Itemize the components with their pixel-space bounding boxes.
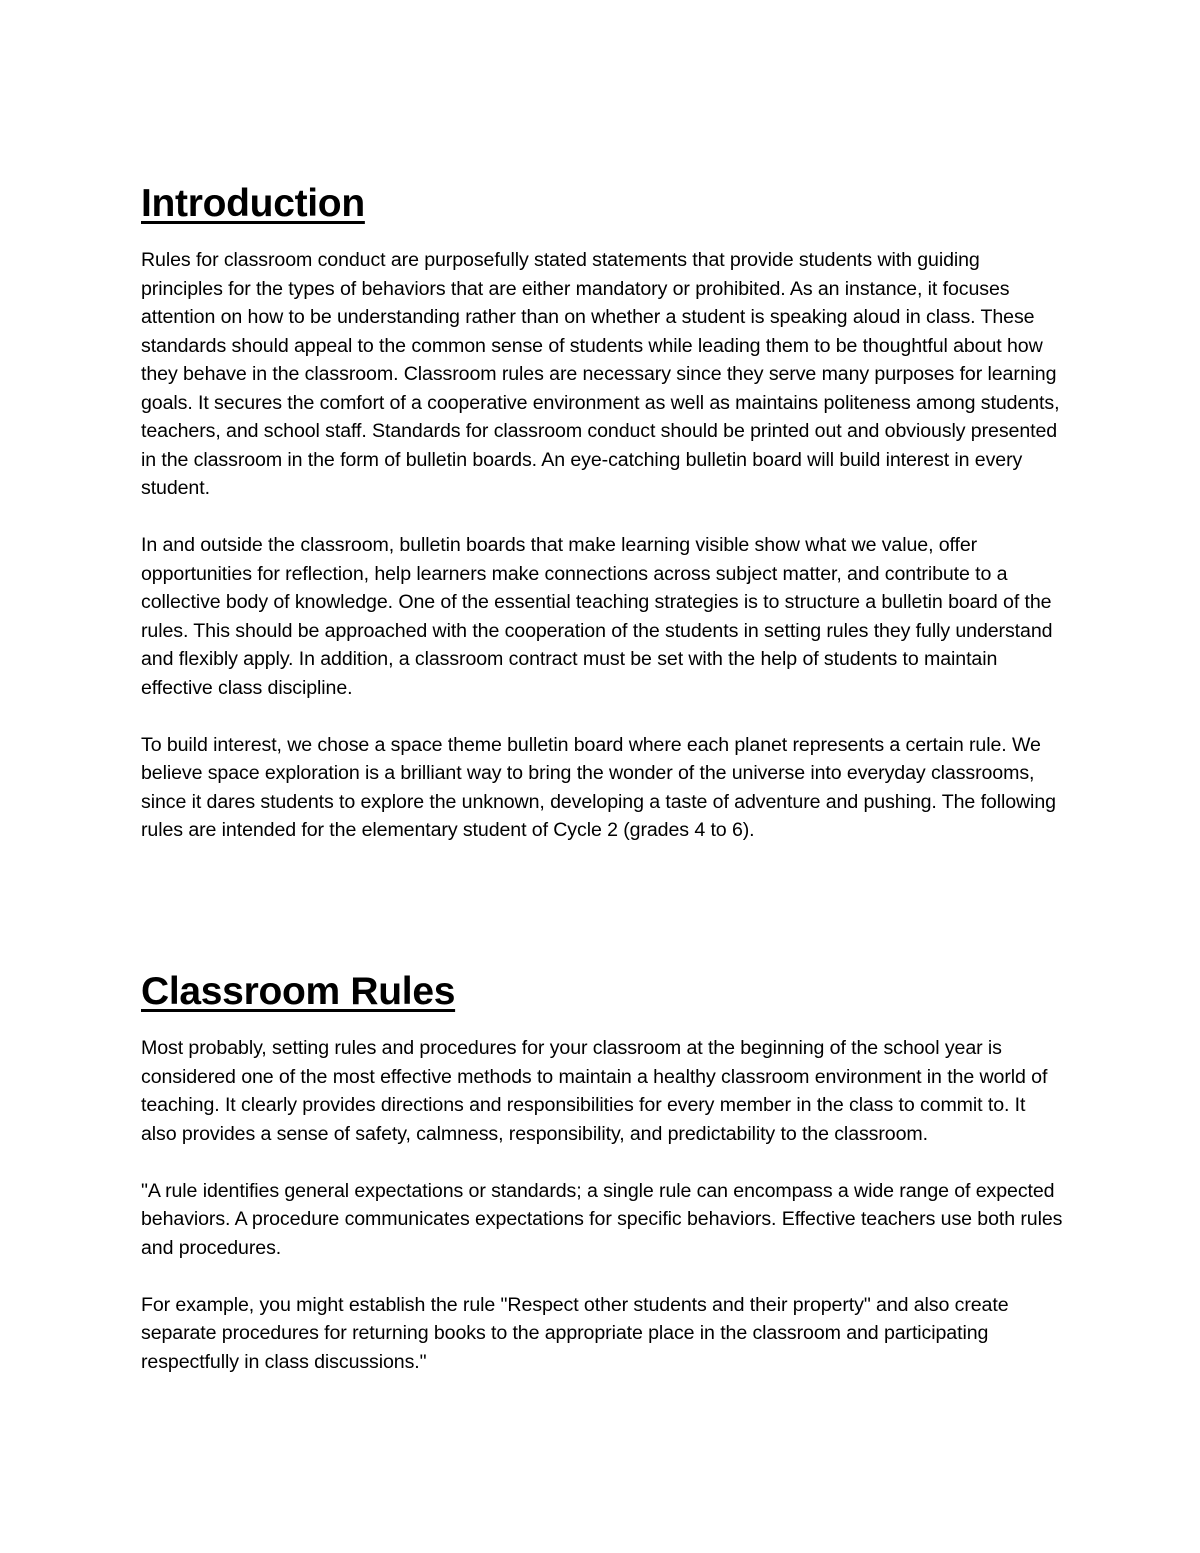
classroom-rules-example-paragraph: For example, you might establish the rule "Respect other students and their property" and also create separate procedures for returning books to the appropriate place in the classroom and participating respectfully in class discussions."	[141, 1293, 1009, 1373]
classroom-rules-paragraph: Most probably, setting rules and procedures for your classroom at the beginning of the school year is considered one of the most effective methods to maintain a healthy classroom environment in the world of teaching. It clearly provides directions and responsibilities for every member in the class to commit to. It also provides a sense of safety, calmness, responsibility, and predictability to the classroom.	[141, 1037, 1048, 1145]
introduction-paragraph: Rules for classroom conduct are purposefully stated statements that provide students with guiding principles for the types of behaviors that are either mandatory or prohibited. As an instance, it focuses attention on how to be understanding rather than on whether a student is speaking aloud in class. These standards should appeal to the common sense of students while leading them to be thoughtful about how they behave in the classroom. Classroom rules are necessary since they serve many purposes for learning goals. It secures the comfort of a cooperative environment as well as maintains politeness among students, teachers, and school staff. Standards for classroom conduct should be printed out and obviously presented in the classroom in the form of bulletin boards. An eye-catching bulletin board will build interest in every student.	[141, 249, 1060, 499]
classroom-rules-section	[141, 966, 1066, 1405]
introduction-paragraph: In and outside the classroom, bulletin boards that make learning visible show what we value, offer opportunities for reflection, help learners make connections across subject matter, and contribute to a collective body of knowledge. One of the essential teaching strategies is to structure a bulletin board of the rules. This should be approached with the cooperation of the students in setting rules they fully understand and flexibly apply. In addition, a classroom contract must be set with the help of students to maintain effective class discipline.	[141, 534, 1053, 699]
introduction-paragraph: To build interest, we chose a space theme bulletin board where each planet represents a certain rule. We believe space exploration is a brilliant way to bring the wonder of the universe into everyday classrooms, since it dares students to explore the unknown, developing a taste of adventure and pushing. The following rules are intended for the elementary student of Cycle 2 (grades 4 to 6).	[141, 733, 1056, 841]
introduction-section	[141, 178, 1066, 873]
classroom-rules-heading: Classroom Rules	[141, 970, 456, 1013]
introduction-heading: Introduction	[141, 182, 365, 225]
classroom-rules-quote-paragraph: "A rule identifies general expectations or standards; a single rule can encompass a wide range of expected behaviors. A procedure communicates expectations for specific behaviors. Effective teachers use both rules and procedures.	[141, 1179, 1063, 1259]
